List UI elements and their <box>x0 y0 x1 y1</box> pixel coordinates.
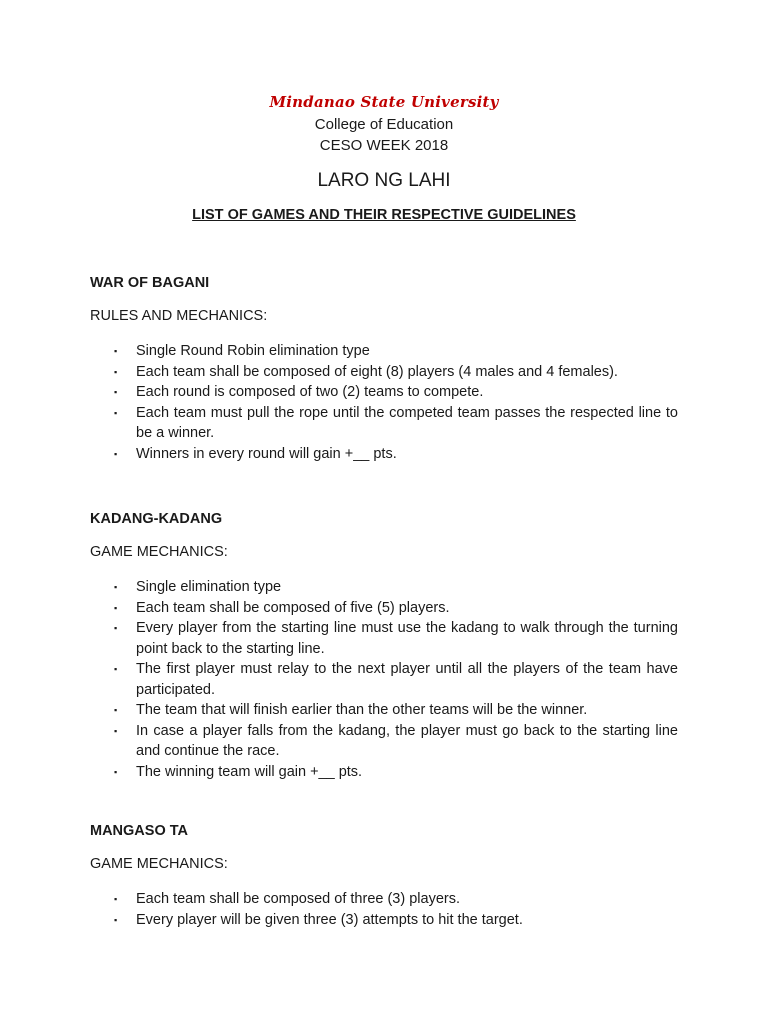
list-item: ▪ The winning team will gain +__ pts. <box>0 762 678 783</box>
list-item: ▪ In case a player falls from the kadang, the player must go back to the starting line and continue the race. <box>114 722 678 759</box>
section-subhead: GAME MECHANICS: <box>90 856 228 872</box>
bullet-icon: ▪ <box>114 366 118 377</box>
section-subhead: RULES AND MECHANICS: <box>90 308 268 324</box>
bullet-icon: ▪ <box>114 387 118 397</box>
list-item: ▪ Every player from the starting line must use the kadang to walk through the turning point back to the starting line. <box>114 620 678 657</box>
bullet-icon: ▪ <box>114 664 118 674</box>
list-item: ▪ Each team must pull the rope until the competed team passes the respected line to be a winner. <box>114 404 678 441</box>
bullet-icon: ▪ <box>114 448 118 459</box>
list-item: ▪ Each team shall be composed of eight (8) players (4 males and 4 females). <box>0 362 678 383</box>
rules-list <box>0 889 768 930</box>
list-item: ▪ The first player must relay to the next player until all the players of the team have participated. <box>114 661 678 698</box>
list-item: ▪ Each team shall be composed of five (5) players. <box>0 598 678 619</box>
event-name: CESO WEEK 2018 <box>319 137 449 154</box>
list-title: LIST OF GAMES AND THEIR RESPECTIVE GUIDELINES <box>192 207 576 223</box>
list-item: ▪ Each team shall be composed of three (3) players. <box>0 889 678 910</box>
document-title: LARO NG LAHI <box>317 170 451 191</box>
bullet-icon: ▪ <box>114 725 118 736</box>
section-subhead: GAME MECHANICS: <box>90 544 228 560</box>
list-item: ▪ Winners in every round will gain +__ pts. <box>0 444 678 465</box>
section-title-kadang-kadang: KADANG-KADANG <box>90 511 223 527</box>
list-item: ▪ Each round is composed of two (2) teams to compete. <box>0 382 678 403</box>
bullet-icon: ▪ <box>114 582 118 592</box>
bullet-icon: ▪ <box>114 894 118 904</box>
bullet-icon: ▪ <box>114 766 118 777</box>
bullet-icon: ▪ <box>114 346 118 356</box>
rules-list <box>0 577 768 782</box>
bullet-icon: ▪ <box>114 914 118 925</box>
list-item: ▪ Single Round Robin elimination type <box>0 341 678 362</box>
rules-list <box>0 341 768 464</box>
list-item: ▪ Single elimination type <box>0 577 678 598</box>
section-title-mangaso-ta: MANGASO TA <box>90 823 189 839</box>
list-item: ▪ The team that will finish earlier than the other teams will be the winner. <box>0 700 678 721</box>
college-name: College of Education <box>314 116 454 133</box>
bullet-icon: ▪ <box>114 602 118 613</box>
university-name: Mindanao State University <box>269 93 499 111</box>
section-title-war-of-bagani: WAR OF BAGANI <box>90 275 210 291</box>
bullet-icon: ▪ <box>114 623 118 633</box>
list-item: ▪ Every player will be given three (3) attempts to hit the target. <box>0 910 678 931</box>
bullet-icon: ▪ <box>114 705 118 715</box>
bullet-icon: ▪ <box>114 407 118 418</box>
